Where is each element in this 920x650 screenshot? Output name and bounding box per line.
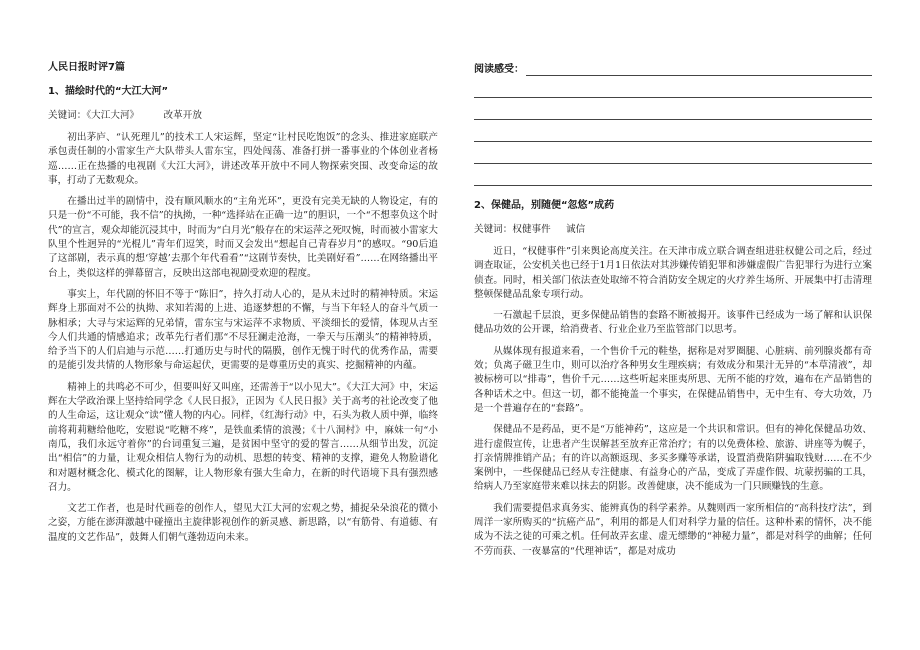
section1-paragraph-2: 在播出过半的剧情中，没有顺风顺水的“主角光环”，更没有完美无缺的人物设定，有的只是一份“不可能，我不信”的执拗，一种“选择站在正确一边”的胆识，一个“不想辜负这个时代”的宣言，观众却能沉浸其中，时而为“白月光”般存在的宋运萍之死叹惋，时而被小雷家大队里个性迥异的“光棍儿”青年们逗笑，时而又会发出“想起自己青春岁月”的感叹。“90后追了这部剧，表示真的想‘穿越’去那个年代看看”“这剧节奏快，比美剧好看”……在网络播出平台上，类似这样的弹幕留言，反映出这部电视剧受欢迎的程度。 (48, 196, 438, 279)
reading-notes-first-line (474, 62, 872, 76)
reading-notes-label: 阅读感受： (474, 64, 524, 75)
section2-paragraph-5: 我们需要提倡求真务实、能辨真伪的科学素养。从魏则西一家所相信的“高科技疗法”，到周洋一家所购买的“抗癌产品”，利用的都是人们对科学力量的信任。这种朴素的情怀，决不能成为不法之徒的可乘之机。任何故弄玄虚、虚无缥缈的“神秘力量”，都是对科学的曲解；任何不劳而获、一夜暴富的“代理神话”，都是对成功 (474, 502, 872, 557)
reading-notes-line[interactable] (474, 98, 872, 120)
reading-notes-line[interactable] (474, 142, 872, 164)
keyword-2: 诚信 (566, 224, 586, 235)
section2-paragraph-4: 保健品不是药品，更不是“万能神药”，这应是一个共识和常识。但有的神化保健品功效、进行虚假宣传，让患者产生误解甚至放弃正常治疗；有的以免费体检、旅游、讲座等为幌子，打亲情牌推销产品；有的许以高额返现、多买多赚等承诺，设置消费陷阱骗取钱财……在不少案例中，一些保健品已经从专注健康、有益身心的产品，变成了弄虚作假、坑蒙拐骗的工具，给病人乃至家庭带来难以抹去的阴影。改善健康，决不能成为一门只顾赚钱的生意。 (474, 424, 872, 493)
keyword-2: 改革开放 (163, 110, 202, 121)
left-column (48, 62, 438, 552)
reading-notes-line[interactable] (474, 164, 872, 186)
section1-heading: 1、描绘时代的“大江大河” (48, 86, 169, 97)
section1-keywords (48, 109, 438, 122)
right-column (474, 62, 872, 566)
keyword-1: 《大江大河》 (86, 110, 140, 121)
section2-heading: 2、保健品，别随便“忽悠”成药 (474, 200, 615, 211)
keywords-label: 关键词： (474, 224, 513, 235)
section1-paragraph-4: 精神上的共鸣必不可少，但要叫好又叫座，还需善于“以小见大”。《大江大河》中，宋运辉在大学政治课上坚持给同学念《人民日报》，正因为《人民日报》关于高考的社论改变了他的人生命运，这让观众“读”懂人物的内心。同样，《红海行动》中，石头为救人质中弹，临终前将莉莉糖给他吃，安慰说“吃糖不疼”，是铁血柔情的浪漫；《十八洞村》中，麻妹一句“小南瓜，我们永远守着你”的台词重复三遍，是贫困中坚守的爱的誓言……从细节出发，沉淀出“相信”的力量，让观众相信人物行为的动机、思想的转变、精神的支撑，避免人物脸谱化和对题材概念化、模式化的图解，让人物形象有强大生命力，在新的时代语境下具有强烈感召力。 (48, 381, 438, 493)
section1-paragraph-1: 初出茅庐、“认死理儿”的技术工人宋运辉，坚定“让村民吃饱饭”的念头、推进家庭联产承包责任制的小雷家生产大队带头人雷东宝，四处闯荡、准备打拼一番事业的个体创业者杨巡……正在热播的电视剧《大江大河》，讲述改革开放中不同人物探索突围、改变命运的故事，打动了无数观众。 (48, 132, 438, 186)
section1-paragraph-5: 文艺工作者，也是时代画卷的创作人，望见大江大河的宏观之势，捕捉朵朵浪花的微小之姿，方能在澎湃激越中碰撞出主旋律影视创作的新灵感、新思路，以“有筋骨、有道德、有温度的文艺作品”，鼓舞人们朝气蓬勃迈向未来。 (48, 503, 438, 543)
section2-paragraph-3: 从媒体现有报道来看，一个售价千元的鞋垫，据称是对罗圈腿、心脏病、前列腺炎都有奇效；负离子磁卫生巾，则可以治疗各种男女生理疾病；有效成分和果汁无异的“本草清液”，却被标榜可以“排毒”，售价千元……这些听起来匪夷所思、无所不能的疗效，遍布在产品销售的各种话术之中。但这一切，都不能掩盖一个事实，在保健品销售中，无中生有、夸大功效，乃是一个普遍存在的“套路”。 (474, 345, 872, 414)
keyword-1: 权健事件 (512, 224, 551, 235)
section2-paragraph-1: 近日，“权健事件”引来舆论高度关注。在天津市成立联合调查组进驻权健公司之后，经过调查取证，公安机关也已经于1月1日依法对其涉嫌传销犯罪和涉嫌虚假广告犯罪行为进行立案侦查。同时，相关部门依法查处取缔不符合消防安全规定的火疗养生场所、开展集中打击清理整顿保健品乱象专项行动。 (474, 246, 872, 300)
reading-notes-line[interactable] (526, 64, 872, 76)
reading-notes-line[interactable] (474, 76, 872, 98)
keywords-label: 关键词： (48, 110, 87, 121)
document-title: 人民日报时评7篇 (48, 62, 125, 73)
reading-notes-line[interactable] (474, 120, 872, 142)
section2-keywords (474, 223, 872, 236)
section1-paragraph-3: 事实上，年代剧的怀旧不等于“陈旧”，持久打动人心的，是从未过时的精神特质。宋运辉身上那面对不公的执拗、求知若渴的上进、追逐梦想的不懈，与当下年轻人的奋斗气质一脉相承；大寻与宋运辉的兄弟情，雷东宝与宋运萍不求物质、平淡细长的爱情，体现从古至今人们共通的情感追求；改革先行者们那“不尽狂澜走沧海，一拳天与压潮头”的精神特质，给予当下的人们启迪与示范……打通历史与时代的隔膜，创作无愧于时代的优秀作品，需要的是能引发共情的人物形象与命运起伏，更需要的是尊重历史的真实、挖掘精神的内蕴。 (48, 288, 438, 372)
section2-paragraph-2: 一石激起千层浪，更多保健品销售的套路不断被揭开。该事件已经成为一场了解和认识保健品功效的公开课，给消费者、行业企业乃至监管部门以思考。 (474, 310, 872, 336)
